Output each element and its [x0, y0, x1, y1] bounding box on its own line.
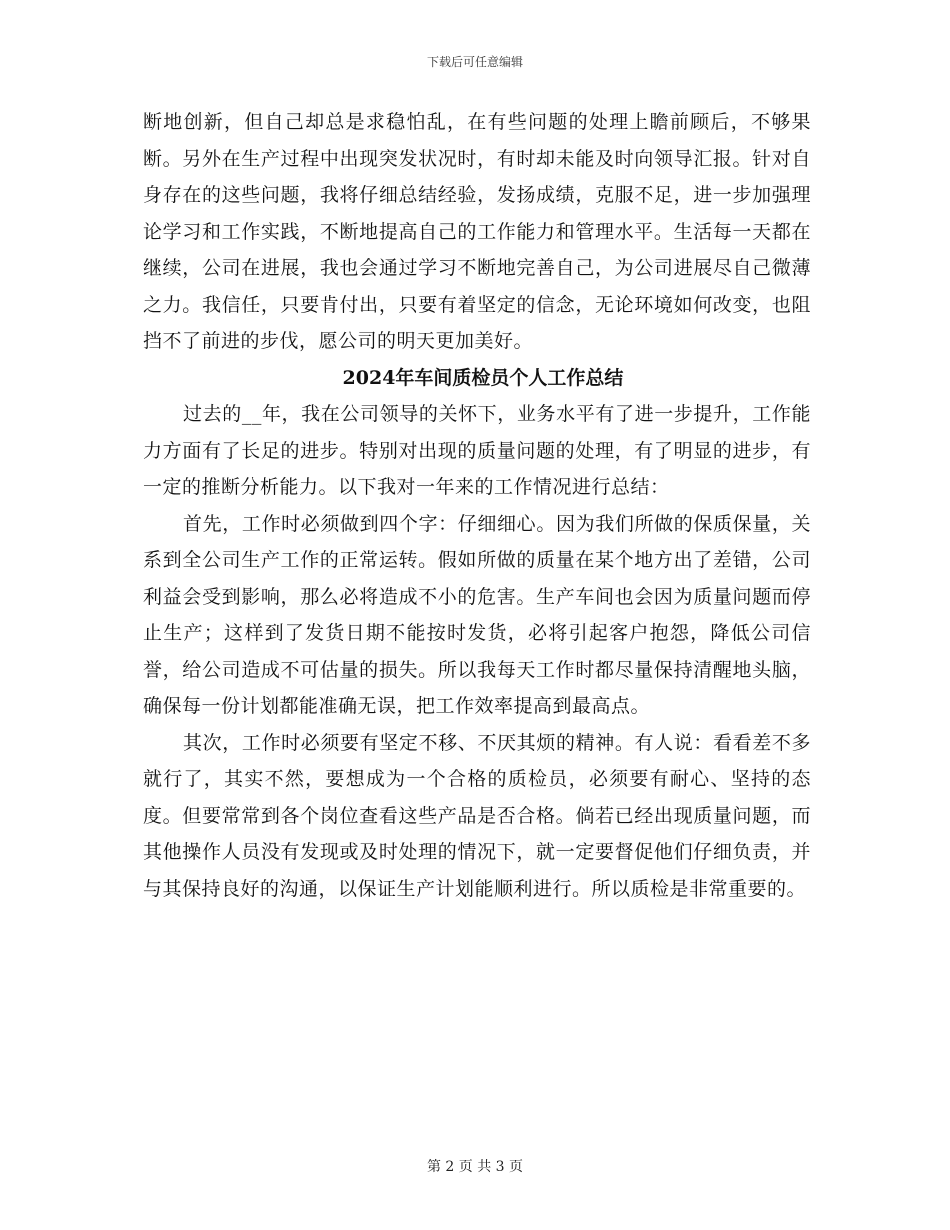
- paragraph-second: 其次，工作时必须要有坚定不移、不厌其烦的精神。有人说：看看差不多就行了，其实不然，要想成为一个合格的质检员，必须要有耐心、坚持的态度。但要常常到各个岗位查看这些产品是否合格。倘若已经出现质量问题，而其他操作人员没有发现或及时处理的情况下，就一定要督促他们仔细负责，并与其保持良好的沟通，以保证生产计划能顺利进行。所以质检是非常重要的。: [143, 731, 811, 900]
- document-title: 2024年车间质检员个人工作总结: [342, 366, 624, 389]
- page-header: 下载后可任意编辑: [426, 55, 523, 69]
- page-number: 第 2 页 共 3 页: [426, 1159, 524, 1175]
- document-body: [143, 104, 811, 907]
- paragraph-intro: 过去的__年，我在公司领导的关怀下，业务水平有了进一步提升，工作能力方面有了长足的进步。特别对出现的质量问题的处理，有了明显的进步，有一定的推断分析能力。以下我对一年来的工作情况进行总结：: [143, 403, 811, 498]
- paragraph-first: 首先，工作时必须做到四个字：仔细细心。因为我们所做的保质保量，关系到全公司生产工作的正常运转。假如所做的质量在某个地方出了差错，公司利益会受到影响，那么必将造成不小的危害。生产车间也会因为质量问题而停止生产；这样到了发货日期不能按时发货，必将引起客户抱怨，降低公司信誉，给公司造成不可估量的损失。所以我每天工作时都尽量保持清醒地头脑，确保每一份计划都能准确无误，把工作效率提高到最高点。: [143, 512, 811, 717]
- continuation-paragraph: 断地创新，但自己却总是求稳怕乱，在有些问题的处理上瞻前顾后，不够果断。另外在生产过程中出现突发状况时，有时却未能及时向领导汇报。针对自身存在的这些问题，我将仔细总结经验，发扬成绩，克服不足，进一步加强理论学习和工作实践，不断地提高自己的工作能力和管理水平。生活每一天都在继续，公司在进展，我也会通过学习不断地完善自己，为公司进展尽自己微薄之力。我信任，只要肯付出，只要有着坚定的信念，无论环境如何改变，也阻挡不了前进的步伐，愿公司的明天更加美好。: [143, 111, 811, 352]
